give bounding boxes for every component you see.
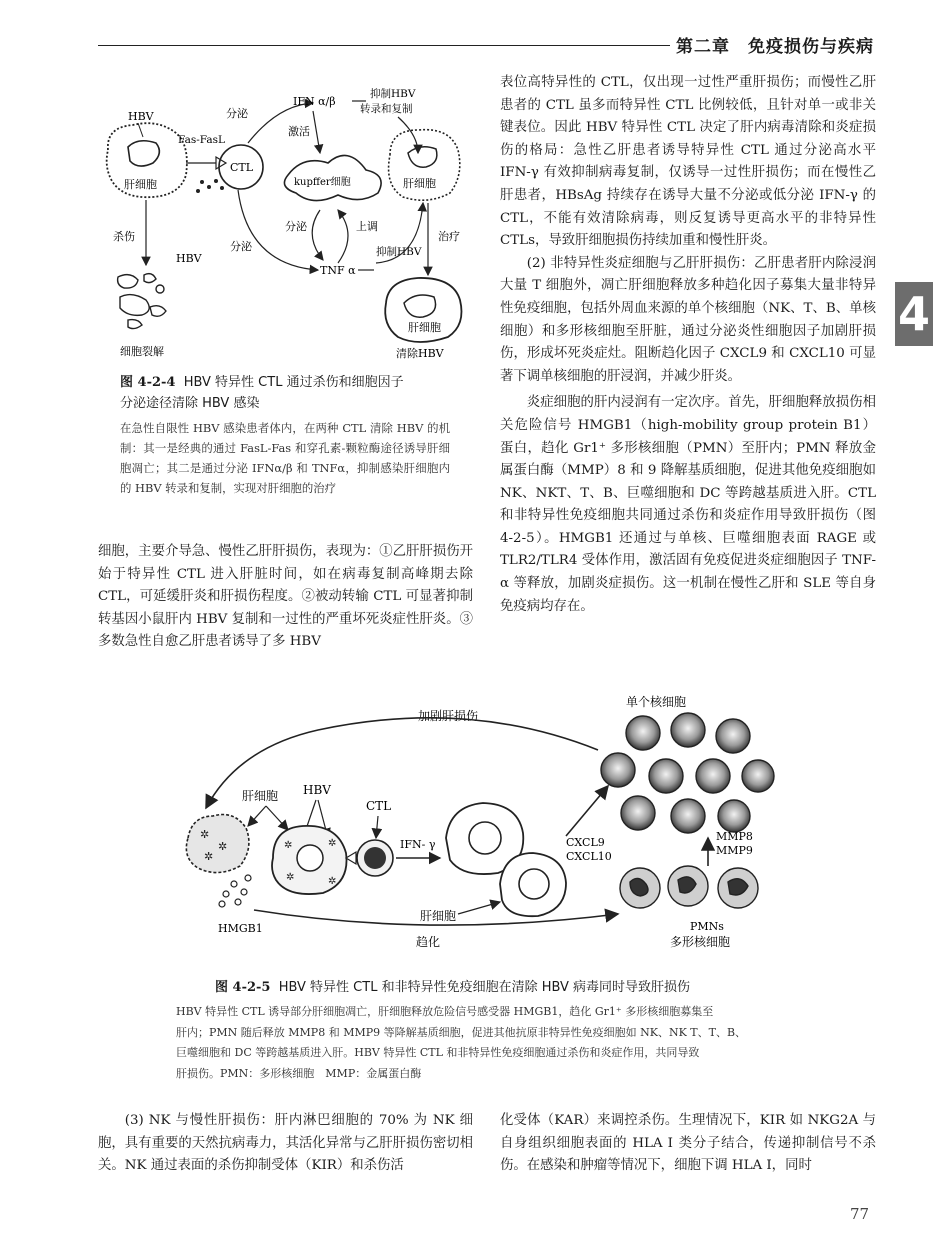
- fig1-label-inhibit2: 转录和复制: [360, 103, 413, 115]
- fig1-label-secrete3: 分泌: [230, 240, 252, 253]
- fig2-label-ctl: CTL: [366, 799, 392, 813]
- chapter-tab: 4: [895, 282, 933, 346]
- svg-text:✲: ✲: [286, 872, 295, 883]
- header-rule: [98, 45, 670, 46]
- fig1-label-inhibit-hbv: 抑制HBV: [376, 246, 422, 258]
- fig2-label-hmgb1: HMGB1: [218, 922, 263, 935]
- fig2-label-hepatocyte2: 肝细胞: [420, 909, 457, 923]
- bottom-left-text: [98, 1110, 473, 1178]
- fig1-label-ctl: CTL: [230, 161, 254, 174]
- svg-text:✲: ✲: [328, 838, 337, 849]
- figure-4-2-5-caption: [215, 977, 815, 998]
- figure-4-2-5-description: [176, 1002, 816, 1084]
- fig1-label-upregulate: 上调: [356, 220, 378, 233]
- chapter-header: 第二章 免疫损伤与疾病: [676, 37, 874, 57]
- hepatocyte-nucleus-shape: [128, 141, 159, 166]
- fig2-label-cxcl10: CXCL10: [566, 850, 612, 863]
- fig2-caption-num: 图 4-2-5: [215, 980, 271, 995]
- svg-text:✲: ✲: [204, 850, 214, 863]
- fig1-caption-num: 图 4-2-4: [120, 375, 176, 390]
- cell-fragments: [118, 274, 166, 329]
- right-paragraph-2: (2) 非特异性炎症细胞与乙肝肝损伤：乙肝患者肝内除浸润大量 T 细胞外，凋亡肝细胞释放多种趋化因子募集大量非特异性免疫细胞，包括外周血来源的单个核细胞（NK、T、B、单核细胞）和多形核细胞至肝脏，通过分泌炎性细胞因子加剧肝损伤，形成坏死炎症灶。阻断趋化因子 CXCL9 和 CXCL10 可显著下调单核细胞的肝浸润，并减少肝炎。: [500, 255, 876, 384]
- fig1-label-tnf: TNF α: [320, 264, 356, 277]
- fig1-caption-line2: 分泌途径清除 HBV 感染: [120, 396, 260, 411]
- fig1-label-ifn: IFN α/β: [293, 95, 336, 108]
- figure-4-2-4-description: 在急性自限性 HBV 感染患者体内，在两种 CTL 清除 HBV 的机制：其一是经典的通过 FasL-Fas 和穿孔素-颗粒酶途径诱导肝细胞凋亡；其二是通过分泌 IFNα/β 和 TNFα，抑制感染肝细胞内的 HBV 转录和复制，实现对肝细胞的治疗: [120, 421, 450, 495]
- fig1-label-inhibit1: 抑制HBV: [370, 88, 416, 100]
- svg-text:✲: ✲: [200, 828, 210, 841]
- fig2-label-aggravate: 加剧肝损伤: [418, 709, 479, 723]
- hmgb1-particles: [219, 875, 251, 907]
- fig2-caption-text: HBV 特异性 CTL 和非特异性免疫细胞在清除 HBV 病毒同时导致肝损伤: [278, 980, 691, 995]
- fig1-label-kill: 杀伤: [113, 230, 135, 243]
- right-paragraph-1: 表位高特异性的 CTL，仅出现一过性严重肝损伤；而慢性乙肝患者的 CTL 虽多而特异性 CTL 比例较低，且针对单一或非关键表位。因此 HBV 特异性 CTL 决定了肝内病毒清除和炎症损伤的格局：急性乙肝患者诱导特异性 CTL 通过分泌高水平 IFN-γ 有效抑制病毒复制，仅诱导一过性肝损伤；而在慢性乙肝患者，HBsAg 持续存在诱导大量不分泌或低分泌 IFN-γ 的 CTL，不能有效清除病毒，则反复诱导更高水平的非特异性 CTLs，导致肝细胞损伤持续加重和慢性肝炎。: [500, 75, 876, 249]
- fig1-label-hbv: HBV: [128, 110, 154, 123]
- svg-text:✲: ✲: [284, 840, 293, 851]
- fig2-desc-line1: HBV 特异性 CTL 诱导部分肝细胞凋亡，肝细胞释放危险信号感受器 HMGB1，趋化 Gr1⁺ 多形核细胞募集至: [176, 1005, 714, 1018]
- fig2-label-cxcl9: CXCL9: [566, 836, 605, 849]
- fig2-label-pmns: PMNs: [690, 920, 724, 933]
- fig2-desc-line2: 肝内；PMN 随后释放 MMP8 和 MMP9 等降解基质细胞，促进其他抗原非特异性免疫细胞如 NK、NK T、T、B、: [176, 1025, 747, 1039]
- svg-text:✲: ✲: [328, 876, 337, 887]
- fig1-label-fasfasl: Fas-FasL: [178, 134, 225, 146]
- bottom-right-text: [500, 1110, 876, 1178]
- fig2-label-hbv: HBV: [303, 783, 331, 797]
- fig2-label-mononuclear: 单个核细胞: [626, 695, 687, 709]
- page-number: 77: [850, 1205, 870, 1223]
- figure-4-2-4-caption: [120, 372, 480, 414]
- fig2-label-mmp8: MMP8: [716, 830, 753, 843]
- figure-4-2-4-diagram: [98, 75, 488, 365]
- fig2-label-mmp9: MMP9: [716, 844, 753, 857]
- figure-4-2-5-diagram: [178, 688, 818, 970]
- bottom-right-paragraph: 化受体（KAR）来调控杀伤。生理情况下，KIR 如 NKG2A 与自身组织细胞表面的 HLA Ⅰ 类分子结合，传递抑制信号不杀伤。在感染和肿瘤等情况下，细胞下调 HLA Ⅰ，同时: [500, 1113, 876, 1174]
- fig1-label-hepatocyte2: 肝细胞: [403, 177, 436, 190]
- fig1-label-hepatocyte3: 肝细胞: [408, 321, 441, 334]
- fig2-label-polymorph: 多形核细胞: [670, 935, 731, 949]
- left-column-text: [98, 541, 473, 654]
- fig1-label-secrete2: 分泌: [285, 220, 307, 233]
- fig2-desc-line4: 肝损伤。PMN：多形核细胞 MMP：金属蛋白酶: [176, 1066, 422, 1080]
- bottom-left-paragraph: (3) NK 与慢性肝损伤：肝内淋巴细胞的 70% 为 NK 细胞，具有重要的天然抗病毒力，其活化异常与乙肝肝损伤密切相关。NK 通过表面的杀伤抑制受体（KIR）和杀伤活: [98, 1113, 473, 1174]
- fig1-label-hbv2: HBV: [176, 252, 202, 265]
- fig2-label-chemotaxis: 趋化: [416, 935, 441, 949]
- fig1-caption-line1: HBV 特异性 CTL 通过杀伤和细胞因子: [183, 375, 404, 390]
- mononuclear-cells: [601, 713, 774, 833]
- fig2-desc-line3: 巨噬细胞和 DC 等跨越基质进入肝。HBV 特异性 CTL 和非特异性免疫细胞通过杀伤和炎症作用，共同导致: [176, 1046, 700, 1059]
- pmn-cells: [620, 866, 758, 908]
- fig1-label-clear: 清除HBV: [396, 347, 444, 360]
- right-paragraph-3: 炎症细胞的肝内浸润有一定次序。首先，肝细胞释放损伤相关危险信号 HMGB1（high-mobility group protein B1）蛋白，趋化 Gr1⁺ 多形核细胞（PMN）至肝内；PMN 释放金属蛋白酶（MMP）8 和 9 降解基质细胞，促进其他免疫细胞如 NK、NKT、T、B、巨噬细胞和 DC 等跨越基质进入肝。CTL 和非特异性免疫细胞共同通过杀伤和炎症作用导致肝损伤（图 4-2-5）。HMGB1 还通过与单核、巨噬细胞表面 RAGE 或 TLR2/TLR4 受体作用，激活固有免疫促进炎症细胞因子 TNF-α 等释放，加剧炎症损伤。这一机制在慢性乙肝和 SLE 等自身免疫病均存在。: [500, 395, 876, 614]
- left-paragraph-1: 细胞，主要介导急、慢性乙肝肝损伤，表现为：①乙肝肝损伤开始于特异性 CTL 进入肝脏时间，如在病毒复制高峰期去除 CTL，可延缓肝炎和肝损伤程度。②被动转输 CTL 可显著抑制转基因小鼠肝内 HBV 复制和一过性的严重坏死炎症性肝炎。③多数急性自愈乙肝患者诱导了多 HBV: [98, 544, 473, 650]
- fig1-label-activate: 激活: [288, 125, 310, 138]
- fig1-label-hepatocyte1: 肝细胞: [124, 178, 157, 191]
- fig1-label-lysis: 细胞裂解: [120, 345, 164, 358]
- fig2-label-ifng: IFN- γ: [400, 838, 436, 851]
- svg-text:✲: ✲: [218, 840, 228, 853]
- fig2-label-hepatocyte: 肝细胞: [242, 789, 279, 803]
- fig1-label-treat: 治疗: [438, 230, 460, 243]
- right-column-text: [500, 72, 876, 618]
- fig1-label-kupffer: kupffer细胞: [294, 177, 351, 188]
- fig1-label-secrete1: 分泌: [226, 107, 248, 120]
